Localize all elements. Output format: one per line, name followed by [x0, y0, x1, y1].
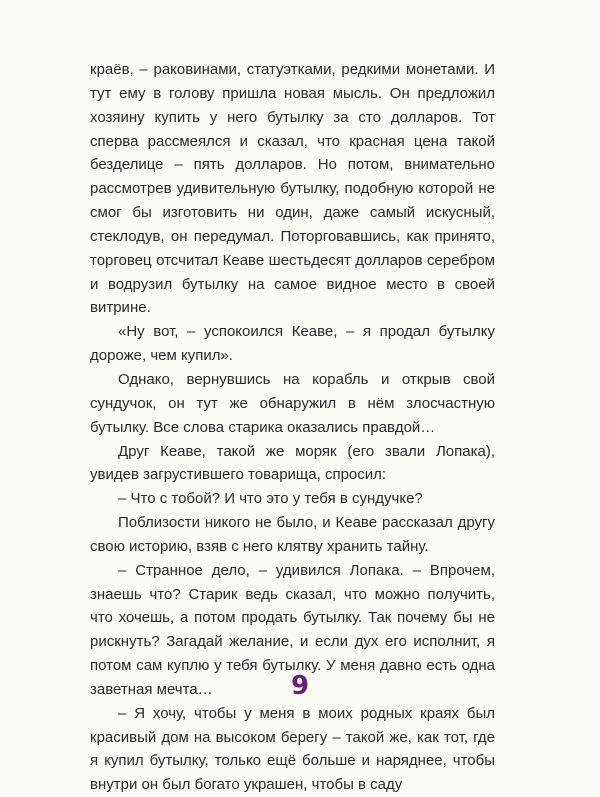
paragraph: Друг Кеаве, такой же моряк (его звали Лопака), увидев загрустившего товарища, спросил: [90, 442, 495, 484]
page-number: 9 [290, 671, 310, 701]
paragraph: краёв, – раковинами, статуэтками, редкими монетами. И тут ему в голову пришла новая мысль. Он предложил хозяину купить у него бутылку за сто долларов. Тот сперва рассмеялся и сказал, что красная цена такой безделице – пять долларов. Но потом, внимательно рассмотрев удивительную бутылку, подобную которой не смог бы изготовить ни один, даже самый искусный, стеклодув, он передумал. Поторговавшись, как принято, торговец отсчитал Кеаве шестьдесят долларов серебром и водрузил бутылку на самое видное место в своей витрине. [90, 61, 495, 317]
paragraph: – Что с тобой? И что это у тебя в сундучке? [118, 490, 423, 508]
paragraph: Однако, вернувшись на корабль и открыв свой сундучок, он тут же обнаружил в нём злосчастную бутылку. Все слова старика оказались правдой… [90, 370, 495, 436]
paragraph: «Ну вот, – успокоился Кеаве, – я продал бутылку дороже, чем купил». [90, 323, 495, 365]
paragraph: – Странное дело, – удивился Лопака. – Впрочем, знаешь что? Старик ведь сказал, что можно получить, что хочешь, а потом продать бутылку. Так почему бы не рискнуть? Загадай желание, и если дух его исполнит, я потом сам куплю у тебя бутылку. У меня давно есть одна заветная мечта… [90, 561, 495, 698]
paragraph: Поблизости никого не было, и Кеаве рассказал другу свою историю, взяв с него клятву хранить тайну. [90, 514, 495, 555]
paragraph: – Я хочу, чтобы у меня в моих родных краях был красивый дом на высоком берегу – такой же, как тот, где я купил бутылку, только ещё больше и наряднее, чтобы внутри он был богато украшен, чтобы в саду [90, 704, 495, 794]
